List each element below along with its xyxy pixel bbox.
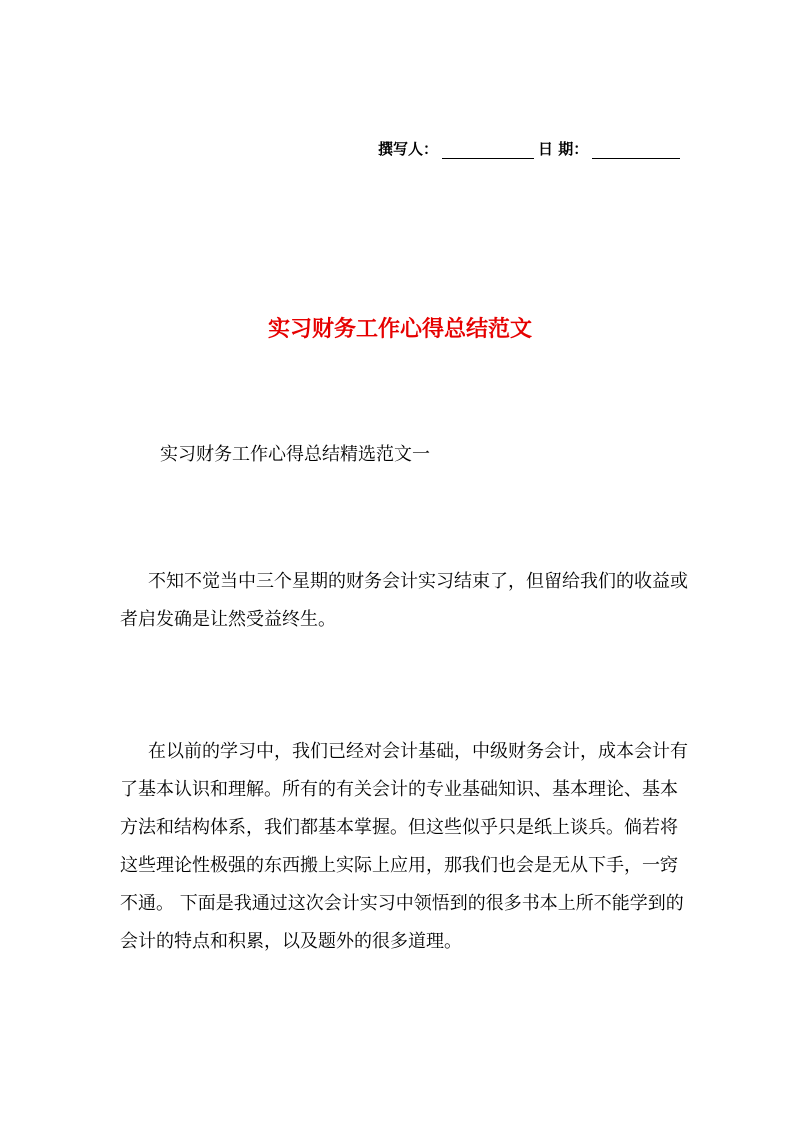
paragraph-2: 在以前的学习中，我们已经对会计基础，中级财务会计，成本会计有了基本认识和理解。所有的有关会计的专业基础知识、基本理论、基本方法和结构体系，我们都基本掌握。但这些似乎只是纸上谈兵。倘若将这些理论性极强的东西搬上实际上应用，那我们也会是无从下手，一窍不通。 下面是我通过这次会计实习中领悟到的很多书本上所不能学到的会计的特点和积累，以及题外的很多道理。	[120, 741, 688, 952]
author-blank	[442, 140, 534, 159]
author-date-line	[378, 138, 680, 159]
paragraph-1: 不知不觉当中三个星期的财务会计实习结束了，但留给我们的收益或者启发确是让然受益终生。	[120, 571, 688, 630]
document-subtitle: 实习财务工作心得总结精选范文一	[160, 444, 430, 465]
date-label: 日 期：	[538, 140, 589, 158]
document-title: 实习财务工作心得总结范文	[267, 317, 532, 342]
author-label: 撰写人：	[378, 140, 439, 158]
date-blank	[592, 140, 680, 159]
